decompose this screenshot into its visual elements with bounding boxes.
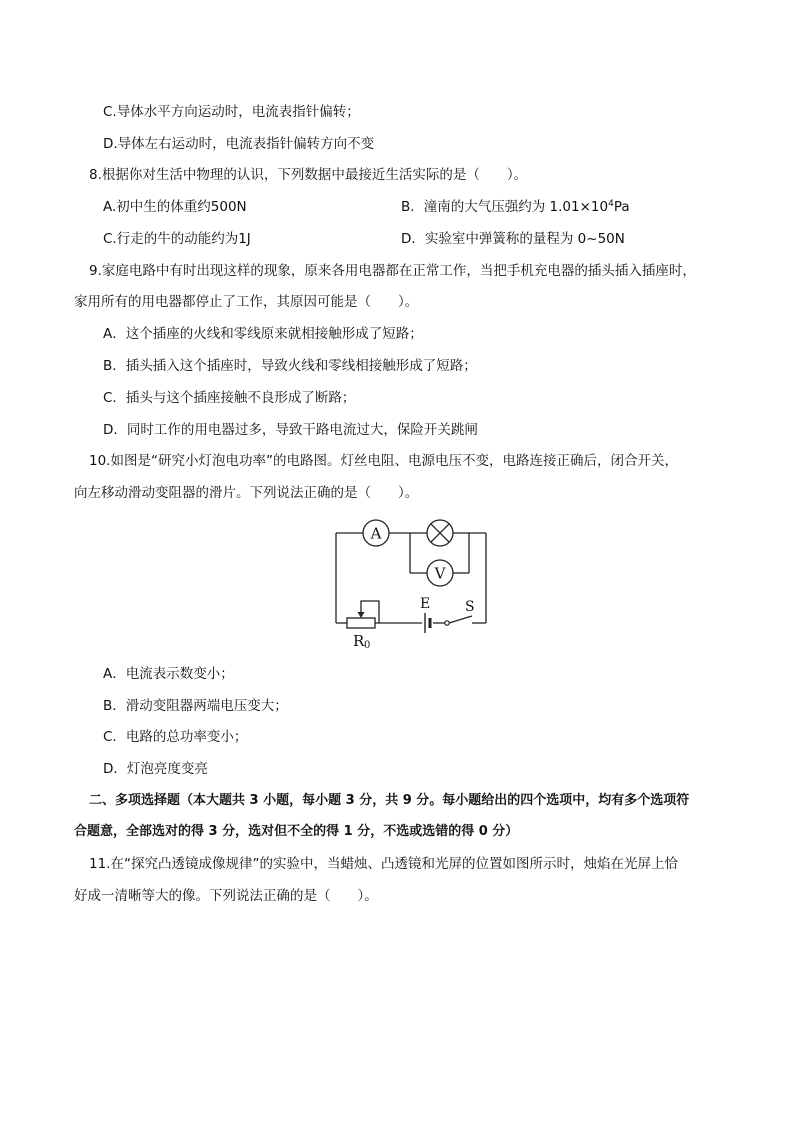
battery-symbol (420, 596, 430, 633)
q8-options-row-1 (103, 197, 630, 217)
svg-text:0: 0 (364, 640, 371, 650)
svg-text:V: V (434, 564, 446, 583)
svg-text:R: R (353, 632, 365, 650)
q10-stem-line-1: 10.如图是“研究小灯泡电功率”的电路图。灯丝电阻、电源电压不变，电路连接正确后，闭合开关， (89, 453, 678, 469)
lamp-symbol (427, 520, 453, 546)
q7-option-c: C.导体水平方向运动时，电流表指针偏转； (103, 104, 360, 120)
q10-option-d: D．灯泡亮度变亮 (103, 761, 208, 777)
svg-text:E: E (420, 596, 431, 612)
q10-option-c: C．电路的总功率变小； (103, 729, 248, 745)
section-2-heading-line-2: 合题意，全部选对的得 3 分，选对但不全的得 1 分，不选或选错的得 0 分） (74, 824, 519, 839)
q8-option-a: A.初中生的体重约500N (103, 199, 247, 215)
q10-option-b: B．滑动变阻器两端电压变大； (103, 698, 288, 714)
q9-stem-line-2: 家用所有的用电器都停止了工作，其原因可能是（ ）。 (74, 294, 419, 310)
q10-stem-line-2: 向左移动滑动变阻器的滑片。下列说法正确的是（ ）。 (74, 485, 419, 501)
q9-option-c: C．插头与这个插座接触不良形成了断路； (103, 390, 356, 406)
q9-option-b: B．插头插入这个插座时，导致火线和零线相接触形成了短路； (103, 358, 477, 374)
ammeter-symbol (363, 520, 389, 546)
q8-option-c: C.行走的牛的动能约为1J (103, 231, 251, 247)
q9-option-d: D．同时工作的用电器过多，导致干路电流过大，保险开关跳闸 (103, 422, 478, 438)
svg-text:S: S (465, 599, 475, 615)
q8-options-row-2 (103, 229, 625, 249)
rheostat-symbol (347, 612, 375, 650)
q10-option-a: A．电流表示数变小； (103, 666, 234, 682)
q11-stem-line-1: 11.在“探究凸透镜成像规律”的实验中，当蜡烛、凸透镜和光屏的位置如图所示时，烛焰在光屏上恰 (89, 856, 678, 872)
svg-text:A: A (370, 524, 382, 543)
q7-option-d: D.导体左右运动时，电流表指针偏转方向不变 (103, 136, 375, 152)
q8-option-d: D．实验室中弹簧称的量程为 0~50N (401, 231, 625, 247)
q9-stem-line-1: 9.家庭电路中有时出现这样的现象，原来各用电器都在正常工作，当把手机充电器的插头插入插座时， (89, 263, 696, 279)
q9-option-a: A．这个插座的火线和零线原来就相接触形成了短路； (103, 326, 423, 342)
voltmeter-symbol (427, 560, 453, 586)
section-2-heading-line-1: 二、多项选择题（本大题共 3 小题，每小题 3 分，共 9 分。每小题给出的四个选项中，均有多个选项符 (89, 793, 690, 808)
circuit-diagram (326, 516, 496, 650)
q8-option-b: B．潼南的大气压强约为 $1.01\times 10^4Pa$ (401, 199, 630, 215)
q11-stem-line-2: 好成一清晰等大的像。下列说法正确的是（ ）。 (74, 888, 378, 904)
switch-symbol (445, 599, 475, 625)
q8-stem: 8.根据你对生活中物理的认识，下列数据中最接近生活实际的是（ ）。 (89, 167, 528, 183)
